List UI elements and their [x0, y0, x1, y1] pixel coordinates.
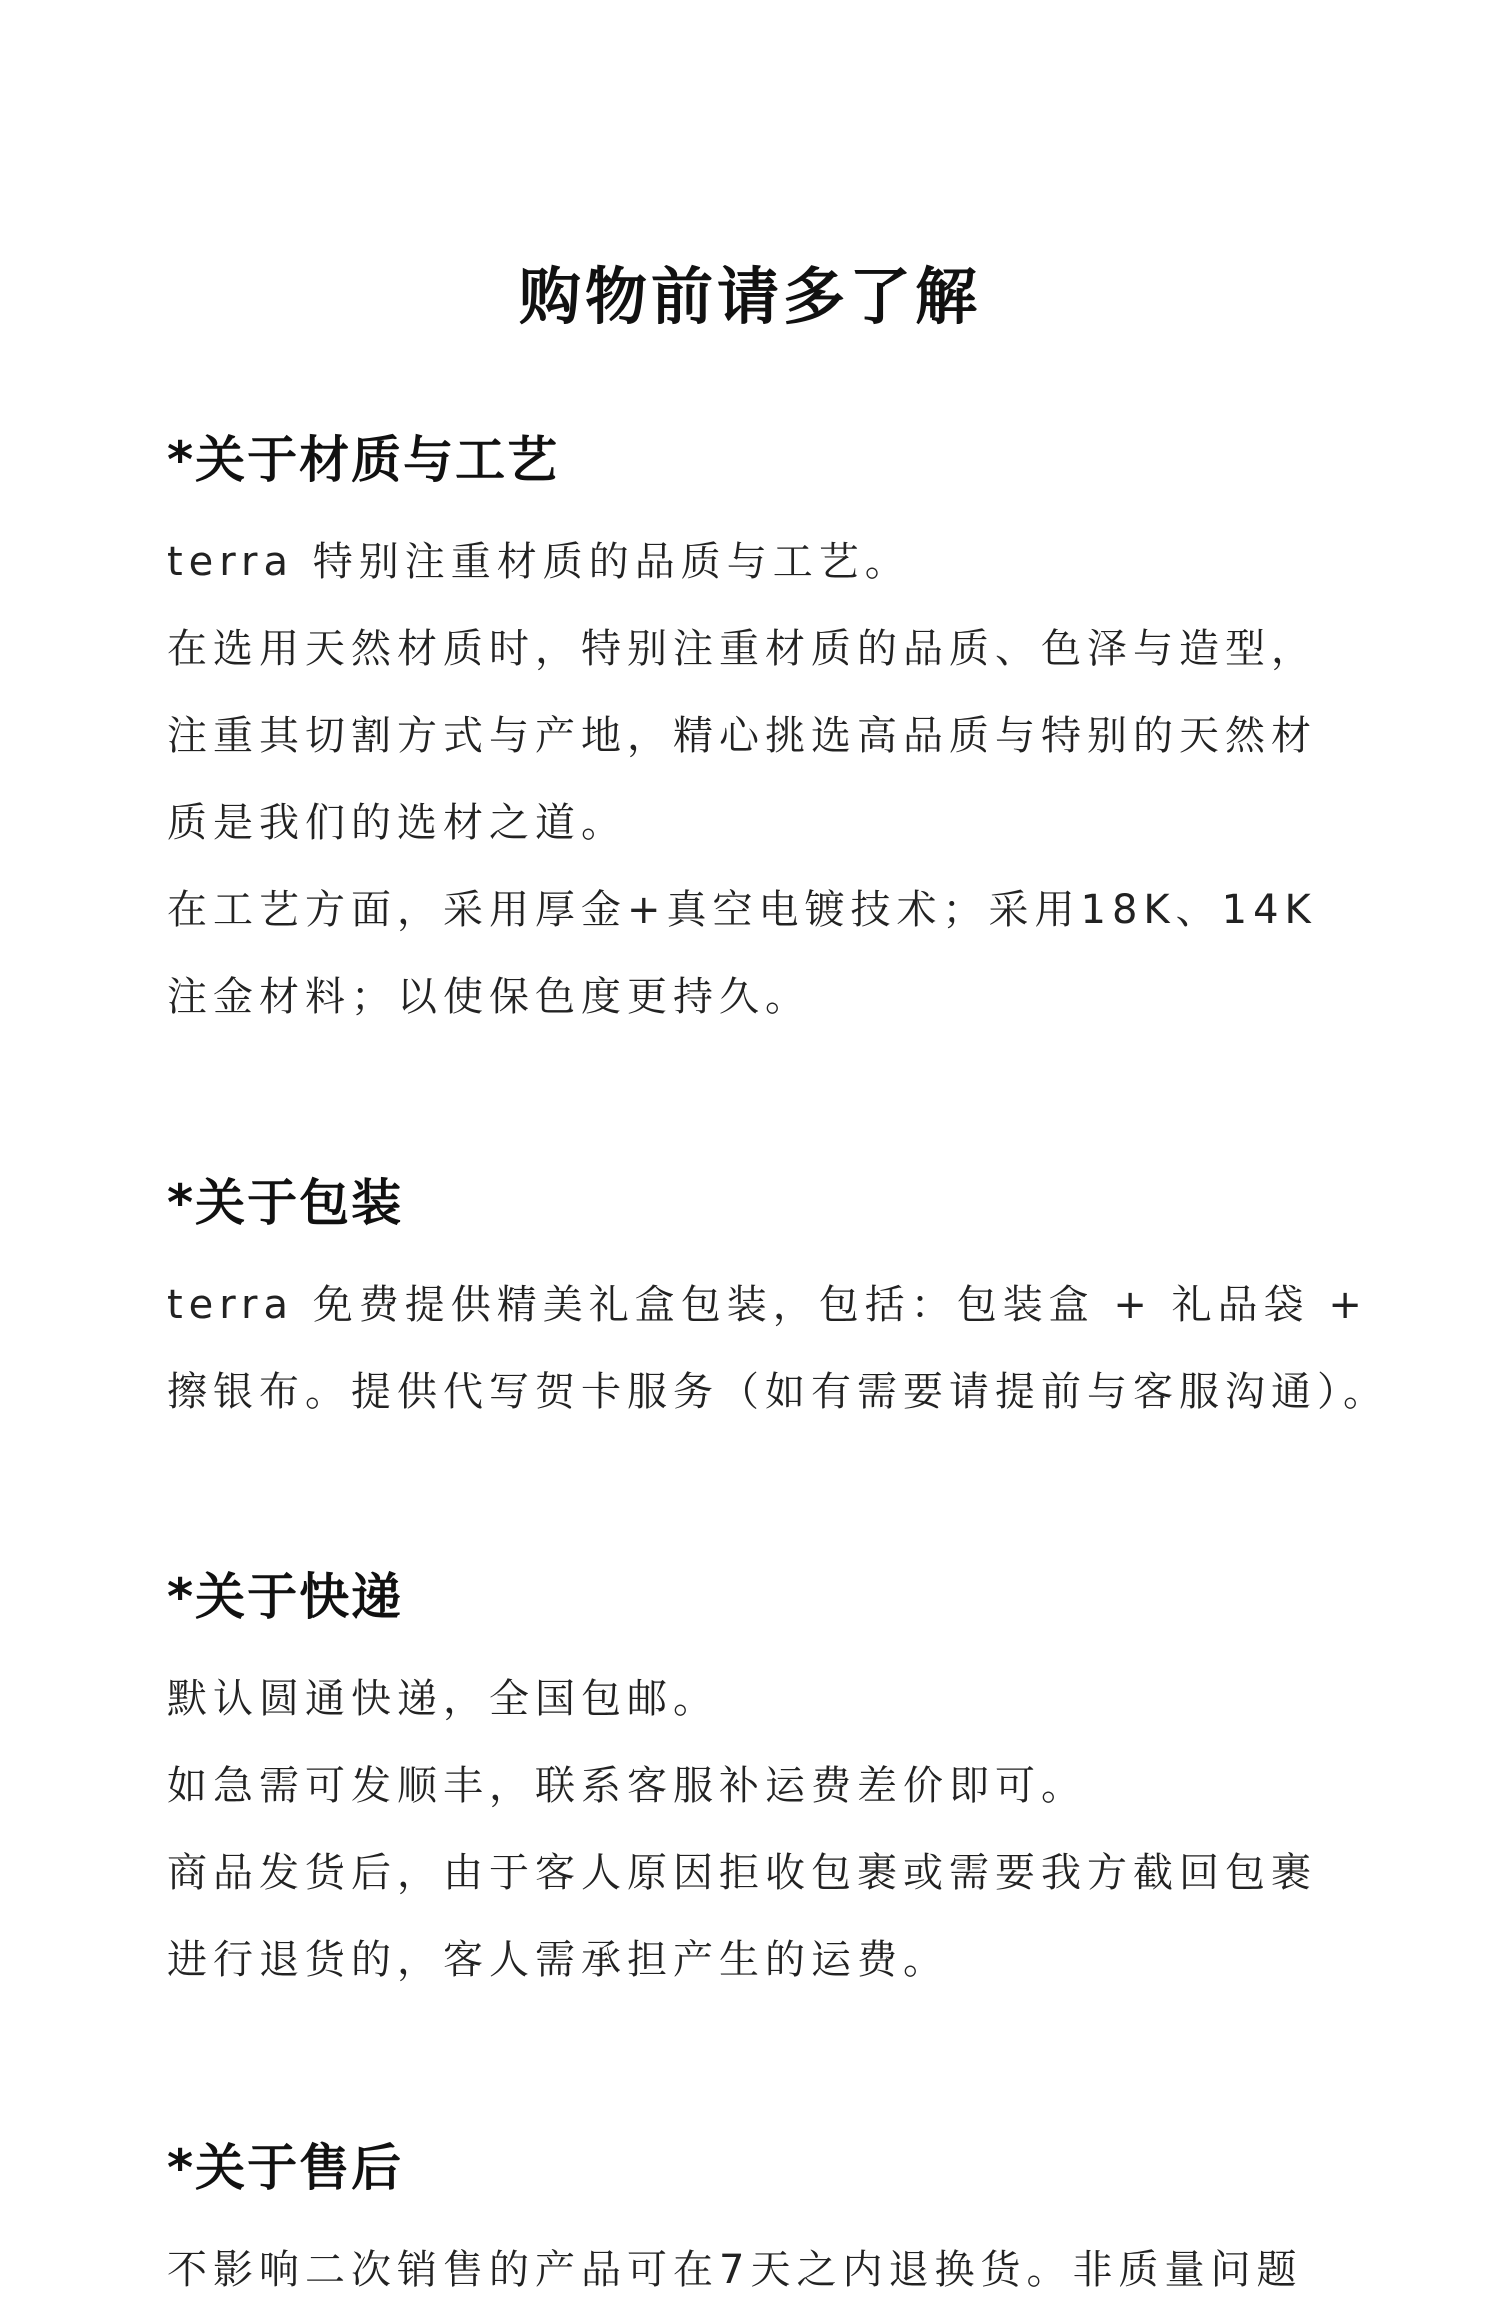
section-title: *关于包装: [167, 1174, 404, 1232]
section-delivery: [167, 1560, 1427, 2004]
paragraph-line: 在选用天然材质时，特别注重材质的品质、色泽与造型，: [167, 626, 1317, 672]
paragraph-line: 擦银布。提供代写贺卡服务（如有需要请提前与客服沟通）。: [167, 1369, 1389, 1415]
paragraph-line: 如急需可发顺丰，联系客服补运费差价即可。: [167, 1763, 1087, 1809]
section-material-craft: [167, 423, 1427, 1041]
paragraph-line: 质是我们的选材之道。: [167, 800, 627, 846]
section-title: *关于快递: [167, 1568, 404, 1626]
paragraph-line: 注金材料；以使保色度更持久。: [167, 974, 811, 1020]
paragraph-line: 进行退货的，客人需承担产生的运费。: [167, 1937, 949, 1983]
page-title: 购物前请多了解: [518, 259, 981, 333]
section-after-sales: [167, 2131, 1427, 2314]
section-title: *关于材质与工艺: [167, 431, 560, 489]
paragraph-line: 不影响二次销售的产品可在7天之内退换货。非质量问题: [167, 2247, 1303, 2293]
paragraph-line: 注重其切割方式与产地，精心挑选高品质与特别的天然材: [167, 713, 1317, 759]
section-packaging: [167, 1166, 1427, 1436]
paragraph-line: terra 免费提供精美礼盒包装，包括：包装盒 + 礼品袋 +: [167, 1282, 1368, 1328]
paragraph-line: 在工艺方面，采用厚金+真空电镀技术；采用18K、14K: [167, 887, 1317, 933]
paragraph-line: terra 特别注重材质的品质与工艺。: [167, 539, 911, 585]
paragraph-line: 默认圆通快递，全国包邮。: [167, 1676, 719, 1722]
paragraph-line: 商品发货后，由于客人原因拒收包裹或需要我方截回包裹: [167, 1850, 1317, 1896]
section-title: *关于售后: [167, 2139, 404, 2197]
